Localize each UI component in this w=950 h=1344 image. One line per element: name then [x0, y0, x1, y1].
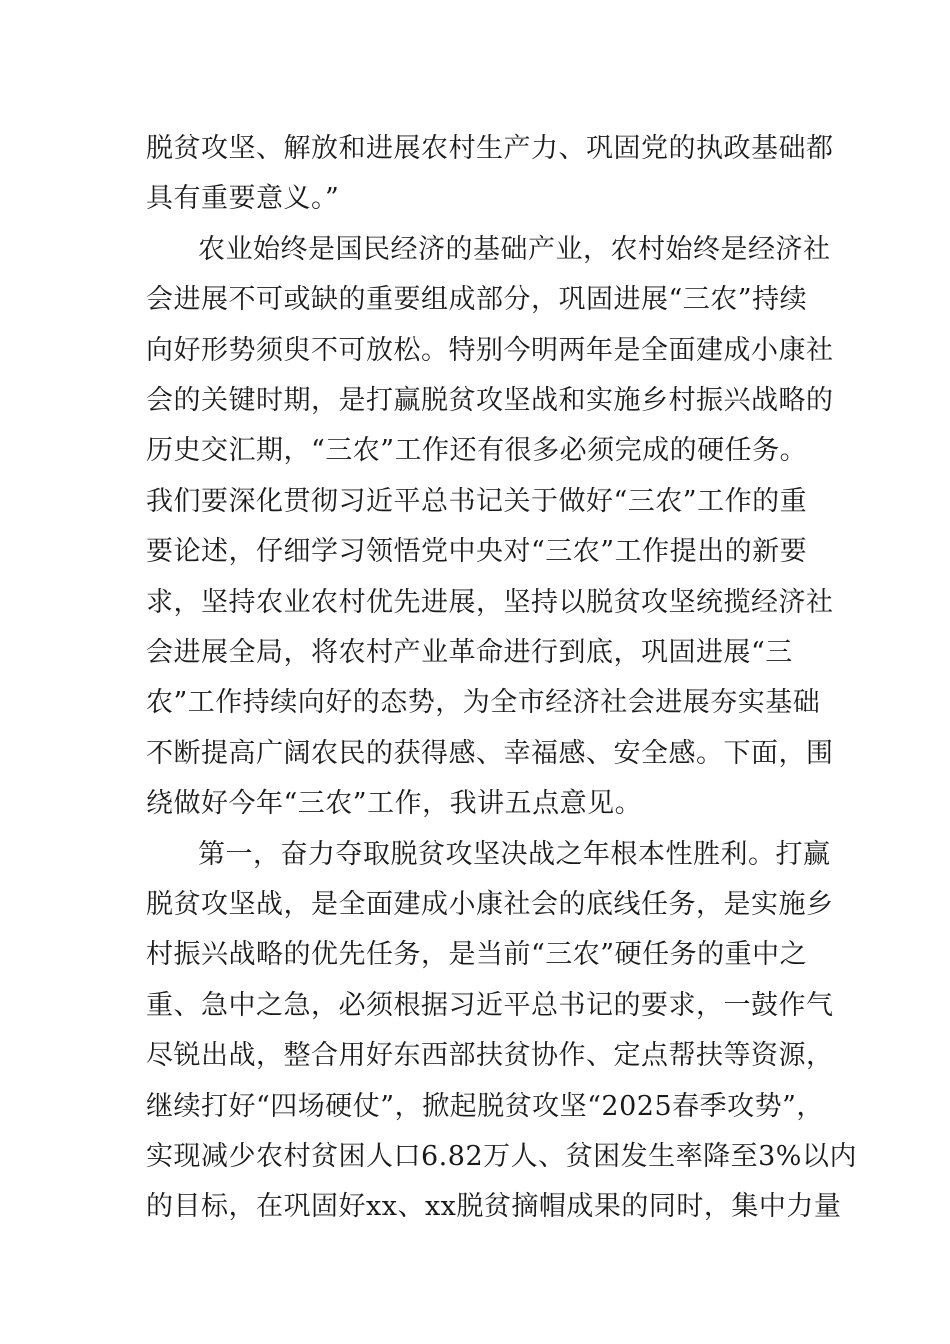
text-line: 绕做好今年“三农”工作，我讲五点意见。 [146, 788, 643, 819]
paragraph-first-line: 第一，奋力夺取脱贫攻坚决战之年根本性胜利。打赢 [198, 839, 831, 870]
text-line: 求，坚持农业农村优先进展，坚持以脱贫攻坚统揽经济社 [146, 587, 834, 618]
text-line: 不断提高广阔农民的获得感、幸福感、安全感。下面，围 [146, 738, 834, 769]
paragraph-first-line: 农业始终是国民经济的基础产业，农村始终是经济社 [198, 234, 831, 265]
text-line: 历史交汇期，“三农”工作还有很多必须完成的硬任务。 [146, 435, 808, 466]
text-line: 实现减少农村贫困人口6.82万人、贫困发生率降至3%以内 [146, 1141, 857, 1172]
text-line: 尽锐出战，整合用好东西部扶贫协作、定点帮扶等资源， [146, 1040, 834, 1071]
text-line: 我们要深化贯彻习近平总书记关于做好“三农”工作的重 [146, 486, 808, 517]
text-line: 村振兴战略的优先任务，是当前“三农”硬任务的重中之 [146, 939, 808, 970]
text-line: 农”工作持续向好的态势，为全市经济社会进展夯实基础 [146, 687, 821, 718]
text-line: 要论述，仔细学习领悟党中央对“三农”工作提出的新要 [146, 536, 808, 567]
text-line: 会进展不可或缺的重要组成部分，巩固进展“三农”持续 [146, 284, 808, 315]
text-line: 的目标，在巩固好xx、xx脱贫摘帽成果的同时，集中力量 [146, 1191, 842, 1222]
text-line: 脱贫攻坚战，是全面建成小康社会的底线任务，是实施乡 [146, 889, 834, 920]
text-line: 脱贫攻坚、解放和进展农村生产力、巩固党的执政基础都 [146, 133, 834, 164]
text-line: 继续打好“四场硬仗”，掀起脱贫攻坚“2025春季攻势”， [146, 1091, 824, 1122]
text-line: 会的关键时期，是打赢脱贫攻坚战和实施乡村振兴战略的 [146, 385, 834, 416]
text-line: 重、急中之急，必须根据习近平总书记的要求，一鼓作气 [146, 990, 834, 1021]
text-line: 会进展全局，将农村产业革命进行到底，巩固进展“三 [146, 637, 793, 668]
text-line: 向好形势须臾不可放松。特别今明两年是全面建成小康社 [146, 335, 834, 366]
text-line: 具有重要意义。” [146, 183, 340, 214]
